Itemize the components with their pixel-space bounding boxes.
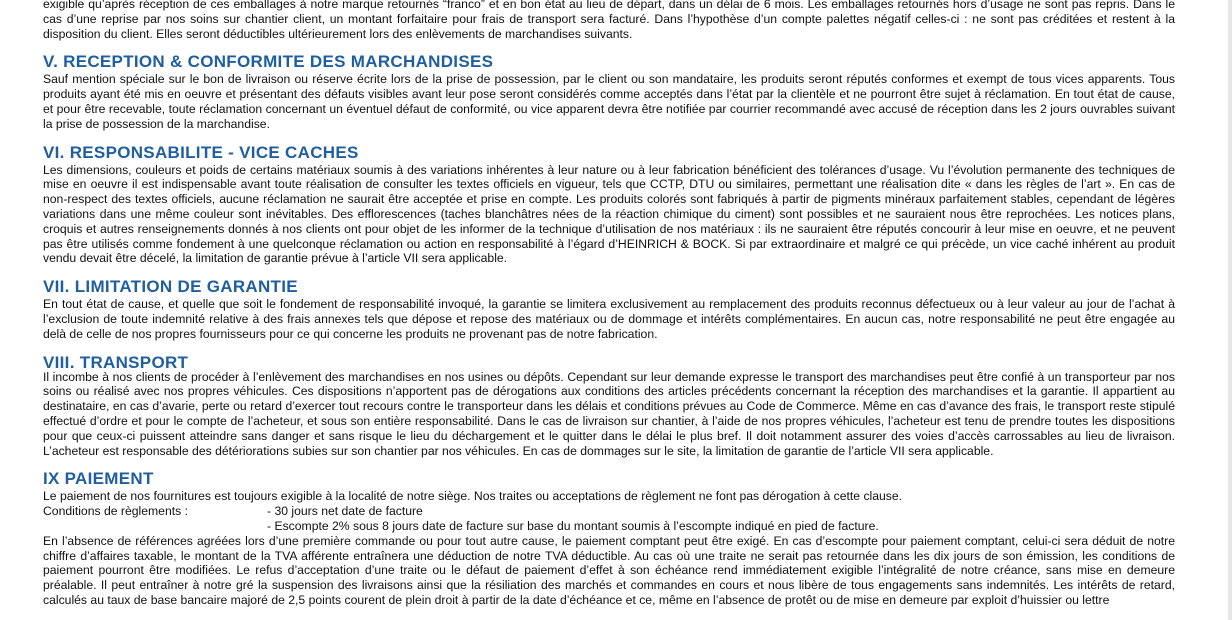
paiement-paragraph: En l’absence de références agréées lors d’une première commande ou pour tout autre cause, le paiement comptant peut être exigé. En cas d’escompte pour paiement comptant, celui-ci sera déduit de notre chiffre d’affaires taxable, le montant de la TVA afférente entraînera une déduction de notre TVA déductible. Au cas où une traite ne serait pas retournée dans les dix jours de son émission, les conditions de paiement pourront être modifiées. Le refus d’acceptation d’une traite ou le défaut de paiement d’effet à son échéance rend immédiatement exigible l’intégralité de notre créance, sans mise en demeure préalable. Il peut entraîner à notre gré la suspension des livraisons ainsi que la résiliation des marchés et commandes en cours et nous libère de tous engagements sans indemnités. Les intérêts de retard, calculés au taux de base bancaire majoré de 2,5 points courent de plein droit à partir de la date d’échéance et ce, même en l’absence de protêt ou de mise en demeure par exploit d’huissier ou lettre bbox=[43, 533, 1175, 607]
condition-item-1: - 30 jours net date de facture bbox=[267, 504, 423, 519]
section-title-responsabilite: VI. RESPONSABILITE - VICE CACHES bbox=[43, 142, 359, 162]
condition-item-2: - Escompte 2% sous 8 jours date de facture sur base du montant soumis à l’escompte indiqué en pied de facture. bbox=[267, 518, 879, 533]
page-edge bbox=[1228, 0, 1232, 620]
conditions-row bbox=[43, 504, 1175, 519]
reception-paragraph: Sauf mention spéciale sur le bon de livraison ou réserve écrite lors de la prise de possession, par le client ou son mandataire, les produits seront réputés conformes et exempt de tous vices apparents. Tous produits ayant été mis en oeuvre et présentant des défauts visibles avant leur pose seront considérés comme acceptés dans l’état par la clientèle et ne pourront être sujet à réclamation. En tout état de cause, et pour être recevable, toute réclamation concernant un éventuel défaut de conformité, ou vice apparent devra être notifiée par courrier recommandé avec accusé de réception dans les 2 jours ouvrables suivant la prise de possession de la marchandise. bbox=[43, 72, 1175, 131]
section-title-limitation: VII. LIMITATION DE GARANTIE bbox=[43, 277, 298, 297]
section-title-transport: VIII. TRANSPORT bbox=[43, 352, 189, 372]
section-title-paiement: IX PAIEMENT bbox=[43, 469, 154, 489]
section-title-reception: V. RECEPTION & CONFORMITE DES MARCHANDISES bbox=[43, 52, 494, 72]
responsabilite-paragraph: Les dimensions, couleurs et poids de certains matériaux soumis à des variations inhérentes à leur nature ou à leur fabrication bénéficient des tolérances d’usage. Vu l’évolution permanente des techniques de mise en oeuvre il est indispensable avant toute réalisation de consulter les textes officiels en vigueur, tels que CCTP, DTU ou similaires, permettant une réalisation dite « dans les règles de l’art ». En cas de non-respect des textes officiels, aucune réclamation ne saurait être acceptée et prise en compte. Les produits colorés sont fabriqués à partir de pigments minéraux parfaitement stables, cependant de légères variations dans une même couleur sont inévitables. Des efflorescences (taches blanchâtres nées de la réaction chimique du ciment) sont possibles et ne sauraient nous être reprochées. Les notices plans, croquis et autres renseignements donnés à nos clients ont pour objet de les informer de la technique d’utilisation de nos matériaux : ils ne sauraient être réputés concourir à leur mise en oeuvre, et ne peuvent pas être utilisés comme fondement à une quelconque réclamation ou action en responsabilité à l’égard d’HEINRICH & BOCK. Si par extraordinaire et malgré ce qui précède, un vice caché inhérent au produit vendu devait être décelé, la limitation de garantie prévue à l’article VII sera applicable. bbox=[43, 162, 1175, 266]
paiement-line: Le paiement de nos fournitures est toujours exigible à la localité de notre siège. Nos traites ou acceptations de règlement ne font pas dérogation à cette clause. bbox=[43, 489, 903, 504]
document-content bbox=[43, 0, 1175, 608]
intro-paragraph: exigible qu’après réception de ces emballages à notre marque retournés “franco” et en bon état au lieu de départ, dans un délai de 6 mois. Les emballages retournés hors d’usage ne sont pas repris. Dans le cas d’une reprise par nos soins sur chantier client, un montant forfaitaire pour frais de transport sera facturé. Dans l’hypothèse d’un compte palettes négatif celles-ci : ne sont pas créditées et restent à la disposition du client. Elles seront déductibles ultérieurement lors des enlèvements de marchandises suivants. bbox=[43, 0, 1175, 41]
limitation-paragraph: En tout état de cause, et quelle que soit le fondement de responsabilité invoqué, la garantie se limitera exclusivement au remplacement des produits reconnus défectueux ou à leur valeur au jour de l’achat à l’exclusion de toute indemnité relative à des frais annexes tels que dépose et repose des matériaux ou de dommage et intérêts complémentaires. En aucun cas, notre responsabilité ne peut être engagée au delà de celle de nos propres fournisseurs pour ce qui concerne les produits ne provenant pas de notre fabrication. bbox=[43, 297, 1175, 341]
transport-paragraph: Il incombe à nos clients de procéder à l’enlèvement des marchandises en nos usines ou dépôts. Cependant sur leur demande expresse le transport des marchandises peut être confié à un transporteur par nos soins ou réalisé avec nos propres véhicules. Ces dispositions n’apportent pas de dérogations aux conditions des articles précédents concernant la réception des marchandises et la garantie. Il appartient au destinataire, en cas d’avarie, perte ou retard d’exercer tout recours contre le transporteur dans les délais et conditions prévues au Code de Commerce. Même en cas d’avance des frais, le transport reste stipulé effectué d’ordre et pour le compte de l’acheteur, et sous son entière responsabilité. Dans le cas de livraison sur chantier, à l’aide de nos propres véhicules, l’acheteur est tenu de prendre toutes les dispositions pour que ceux-ci puissent atteindre sans danger et sans risque le lieu du déchargement et le quitter dans le délai le plus bref. Il doit notamment assurer des voies d’accès carrossables au lieu de livraison. L’acheteur est responsable des détériorations subies sur son chantier par nos véhicules. En cas de dommages sur le site, la limitation de garantie de l’article VII sera applicable. bbox=[43, 369, 1175, 458]
conditions-label: Conditions de règlements : bbox=[43, 504, 188, 519]
